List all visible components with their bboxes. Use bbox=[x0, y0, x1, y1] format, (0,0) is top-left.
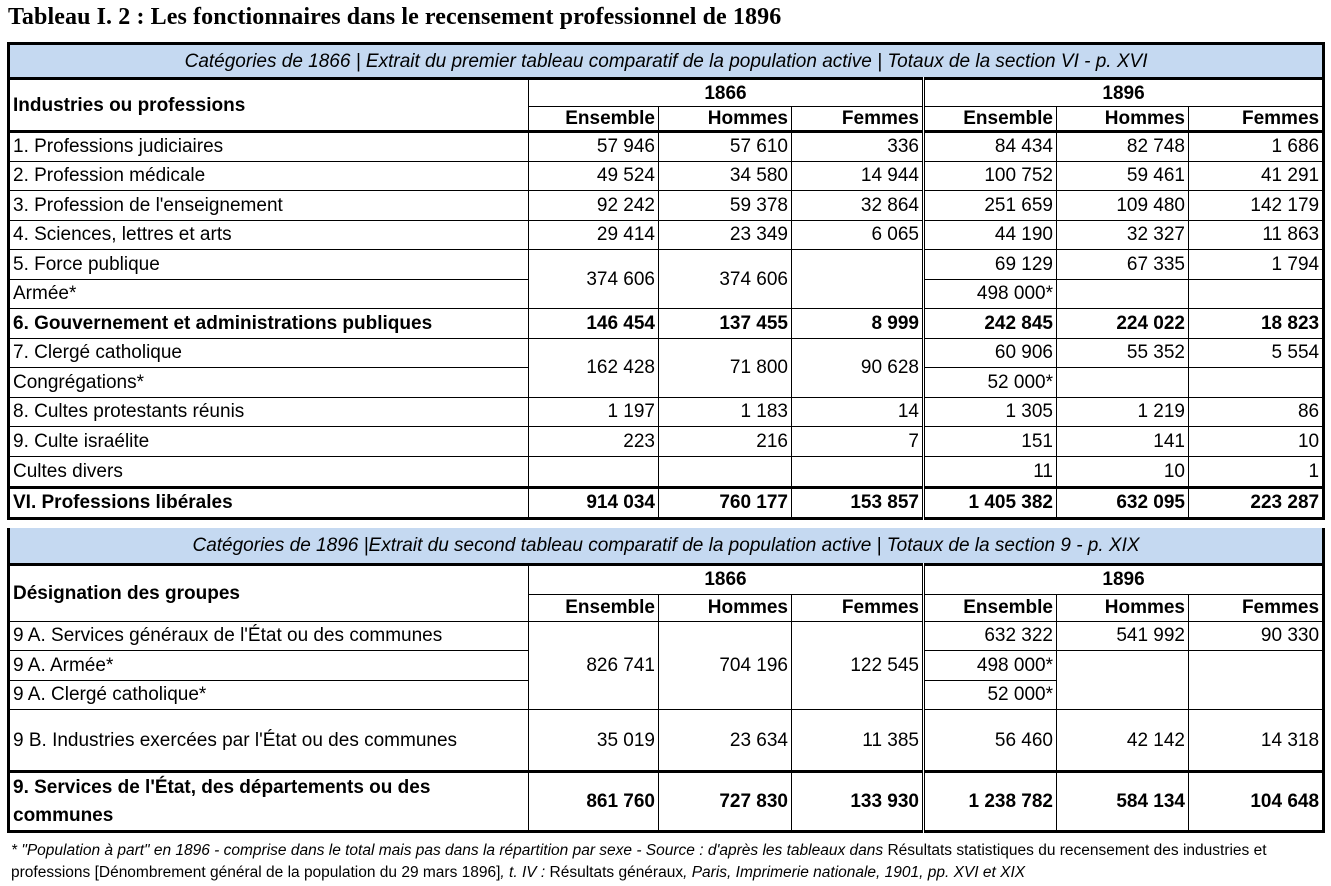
row-label: 7. Clergé catholique bbox=[9, 338, 529, 368]
table-row bbox=[9, 427, 1324, 457]
cell: 861 760 bbox=[529, 772, 659, 832]
total-row bbox=[9, 487, 1324, 518]
section-2-band bbox=[9, 528, 1324, 564]
cell: 14 944 bbox=[792, 161, 924, 191]
row-label: VI. Professions libérales bbox=[9, 487, 529, 518]
cell: 223 287 bbox=[1189, 487, 1324, 518]
cell: 82 748 bbox=[1057, 132, 1189, 162]
cell: 6 065 bbox=[792, 220, 924, 250]
table-row bbox=[9, 397, 1324, 427]
cell: 146 454 bbox=[529, 309, 659, 339]
cell: 84 434 bbox=[924, 132, 1057, 162]
col-hommes-1896: Hommes bbox=[1057, 107, 1189, 132]
table-row bbox=[9, 250, 1324, 280]
cell: 1 183 bbox=[659, 397, 792, 427]
table-row bbox=[9, 621, 1324, 651]
row-label: 9 A. Armée* bbox=[9, 651, 529, 681]
cell bbox=[1189, 651, 1324, 710]
col-hommes-1866: Hommes bbox=[659, 107, 792, 132]
cell: 632 322 bbox=[924, 621, 1057, 651]
row-label: 6. Gouvernement et administrations publiques bbox=[9, 309, 529, 339]
cell: 151 bbox=[924, 427, 1057, 457]
cell: 35 019 bbox=[529, 710, 659, 772]
year-1866-header: 1866 bbox=[529, 564, 924, 594]
footnote-part: Résultats généraux bbox=[549, 864, 684, 881]
cell: 216 bbox=[659, 427, 792, 457]
cell: 60 906 bbox=[924, 338, 1057, 368]
row-label: 8. Cultes protestants réunis bbox=[9, 397, 529, 427]
cell bbox=[1189, 368, 1324, 398]
cell: 55 352 bbox=[1057, 338, 1189, 368]
row-label: 9. Services de l'État, des départements ou des communes bbox=[9, 772, 529, 832]
cell: 59 461 bbox=[1057, 161, 1189, 191]
row-label: Armée* bbox=[9, 279, 529, 309]
cell: 5 554 bbox=[1189, 338, 1324, 368]
cell: 914 034 bbox=[529, 487, 659, 518]
cell: 92 242 bbox=[529, 191, 659, 221]
cell: 760 177 bbox=[659, 487, 792, 518]
col-femmes-1896: Femmes bbox=[1189, 107, 1324, 132]
cell: 826 741 bbox=[529, 621, 659, 710]
cell: 242 845 bbox=[924, 309, 1057, 339]
cell: 10 bbox=[1057, 456, 1189, 487]
cell: 90 628 bbox=[792, 338, 924, 397]
cell: 11 bbox=[924, 456, 1057, 487]
footnote-part: * "Population à part" en 1896 - comprise dans le total mais pas dans la répartition par sexe - Source : d'après les tableaux dans bbox=[11, 842, 888, 859]
col-ensemble-1866: Ensemble bbox=[529, 107, 659, 132]
page-title: Tableau I. 2 : Les fonctionnaires dans le recensement professionnel de 1896 bbox=[8, 4, 782, 30]
total-row bbox=[9, 772, 1324, 832]
footnote-part: , t. IV : bbox=[500, 864, 550, 881]
cell: 1 197 bbox=[529, 397, 659, 427]
cell: 223 bbox=[529, 427, 659, 457]
col-ensemble-1896: Ensemble bbox=[924, 107, 1057, 132]
cell: 11 863 bbox=[1189, 220, 1324, 250]
cell: 49 524 bbox=[529, 161, 659, 191]
cell: 104 648 bbox=[1189, 772, 1324, 832]
cell: 632 095 bbox=[1057, 487, 1189, 518]
cell: 100 752 bbox=[924, 161, 1057, 191]
cell: 52 000* bbox=[924, 680, 1057, 710]
cell: 71 800 bbox=[659, 338, 792, 397]
cell: 374 606 bbox=[529, 250, 659, 309]
row-label: 9 A. Clergé catholique* bbox=[9, 680, 529, 710]
cell: 122 545 bbox=[792, 621, 924, 710]
section-2-header-years bbox=[9, 564, 1324, 594]
section-1-table bbox=[7, 42, 1325, 520]
cell: 86 bbox=[1189, 397, 1324, 427]
table-row bbox=[9, 338, 1324, 368]
section-1-band bbox=[9, 44, 1324, 79]
cell: 142 179 bbox=[1189, 191, 1324, 221]
table-row bbox=[9, 456, 1324, 487]
cell bbox=[529, 456, 659, 487]
cell: 42 142 bbox=[1057, 710, 1189, 772]
col-femmes-1896: Femmes bbox=[1189, 594, 1324, 621]
cell: 541 992 bbox=[1057, 621, 1189, 651]
cell bbox=[1057, 651, 1189, 710]
row-label: 5. Force publique bbox=[9, 250, 529, 280]
year-1896-header: 1896 bbox=[924, 564, 1324, 594]
cell: 251 659 bbox=[924, 191, 1057, 221]
cell: 1 305 bbox=[924, 397, 1057, 427]
row-label: 9 A. Services généraux de l'État ou des communes bbox=[9, 621, 529, 651]
row-label: 3. Profession de l'enseignement bbox=[9, 191, 529, 221]
cell: 224 022 bbox=[1057, 309, 1189, 339]
cell: 29 414 bbox=[529, 220, 659, 250]
footnote bbox=[11, 840, 1323, 884]
row-label: 4. Sciences, lettres et arts bbox=[9, 220, 529, 250]
section-1-header-years bbox=[9, 79, 1324, 107]
cell: 18 823 bbox=[1189, 309, 1324, 339]
col-femmes-1866: Femmes bbox=[792, 594, 924, 621]
year-1896-header: 1896 bbox=[924, 79, 1324, 107]
cell: 153 857 bbox=[792, 487, 924, 518]
cell bbox=[792, 456, 924, 487]
table-row bbox=[9, 220, 1324, 250]
row-label: 1. Professions judiciaires bbox=[9, 132, 529, 162]
cell: 14 bbox=[792, 397, 924, 427]
cell: 14 318 bbox=[1189, 710, 1324, 772]
row-label: 2. Profession médicale bbox=[9, 161, 529, 191]
row-label: Cultes divers bbox=[9, 456, 529, 487]
cell: 23 349 bbox=[659, 220, 792, 250]
cell: 7 bbox=[792, 427, 924, 457]
year-1866-header: 1866 bbox=[529, 79, 924, 107]
cell: 498 000* bbox=[924, 279, 1057, 309]
section-1-band-text: Catégories de 1866 | Extrait du premier tableau comparatif de la population active | Totaux de la section VI - p. XVI bbox=[9, 44, 1324, 79]
cell: 336 bbox=[792, 132, 924, 162]
cell: 1 405 382 bbox=[924, 487, 1057, 518]
cell: 11 385 bbox=[792, 710, 924, 772]
cell: 90 330 bbox=[1189, 621, 1324, 651]
cell: 109 480 bbox=[1057, 191, 1189, 221]
cell: 34 580 bbox=[659, 161, 792, 191]
table-row bbox=[9, 710, 1324, 772]
cell: 23 634 bbox=[659, 710, 792, 772]
row-header: Désignation des groupes bbox=[9, 564, 529, 621]
cell: 52 000* bbox=[924, 368, 1057, 398]
col-femmes-1866: Femmes bbox=[792, 107, 924, 132]
cell: 584 134 bbox=[1057, 772, 1189, 832]
cell: 69 129 bbox=[924, 250, 1057, 280]
cell bbox=[1189, 279, 1324, 309]
table-row bbox=[9, 132, 1324, 162]
table-row bbox=[9, 309, 1324, 339]
cell: 141 bbox=[1057, 427, 1189, 457]
cell: 162 428 bbox=[529, 338, 659, 397]
footnote-part: , Paris, Imprimerie nationale, 1901, pp. XVI et XIX bbox=[683, 864, 1026, 881]
cell: 498 000* bbox=[924, 651, 1057, 681]
cell: 374 606 bbox=[659, 250, 792, 309]
cell: 57 946 bbox=[529, 132, 659, 162]
row-label: 9. Culte israélite bbox=[9, 427, 529, 457]
cell: 133 930 bbox=[792, 772, 924, 832]
cell: 32 864 bbox=[792, 191, 924, 221]
footnote-part: Résultats statistiques du recensement des industries et professions [Dénombrement général de la population du 29 mars 1896] bbox=[11, 842, 1267, 881]
cell bbox=[1057, 279, 1189, 309]
cell: 727 830 bbox=[659, 772, 792, 832]
cell: 56 460 bbox=[924, 710, 1057, 772]
cell bbox=[1057, 368, 1189, 398]
cell: 704 196 bbox=[659, 621, 792, 710]
cell: 59 378 bbox=[659, 191, 792, 221]
row-header: Industries ou professions bbox=[9, 79, 529, 132]
table-row bbox=[9, 161, 1324, 191]
cell: 41 291 bbox=[1189, 161, 1324, 191]
cell: 137 455 bbox=[659, 309, 792, 339]
row-label: Congrégations* bbox=[9, 368, 529, 398]
cell: 1 794 bbox=[1189, 250, 1324, 280]
cell: 32 327 bbox=[1057, 220, 1189, 250]
table-row bbox=[9, 191, 1324, 221]
section-2-table bbox=[7, 528, 1325, 833]
cell bbox=[659, 456, 792, 487]
cell: 1 219 bbox=[1057, 397, 1189, 427]
col-hommes-1866: Hommes bbox=[659, 594, 792, 621]
cell: 8 999 bbox=[792, 309, 924, 339]
section-2-band-text: Catégories de 1896 |Extrait du second tableau comparatif de la population active | Totaux de la section 9 - p. XIX bbox=[9, 528, 1324, 564]
cell: 10 bbox=[1189, 427, 1324, 457]
cell: 44 190 bbox=[924, 220, 1057, 250]
col-ensemble-1896: Ensemble bbox=[924, 594, 1057, 621]
col-hommes-1896: Hommes bbox=[1057, 594, 1189, 621]
cell: 1 238 782 bbox=[924, 772, 1057, 832]
cell: 1 bbox=[1189, 456, 1324, 487]
cell bbox=[792, 250, 924, 309]
row-label: 9 B. Industries exercées par l'État ou des communes bbox=[9, 710, 529, 772]
cell: 57 610 bbox=[659, 132, 792, 162]
col-ensemble-1866: Ensemble bbox=[529, 594, 659, 621]
cell: 67 335 bbox=[1057, 250, 1189, 280]
cell: 1 686 bbox=[1189, 132, 1324, 162]
